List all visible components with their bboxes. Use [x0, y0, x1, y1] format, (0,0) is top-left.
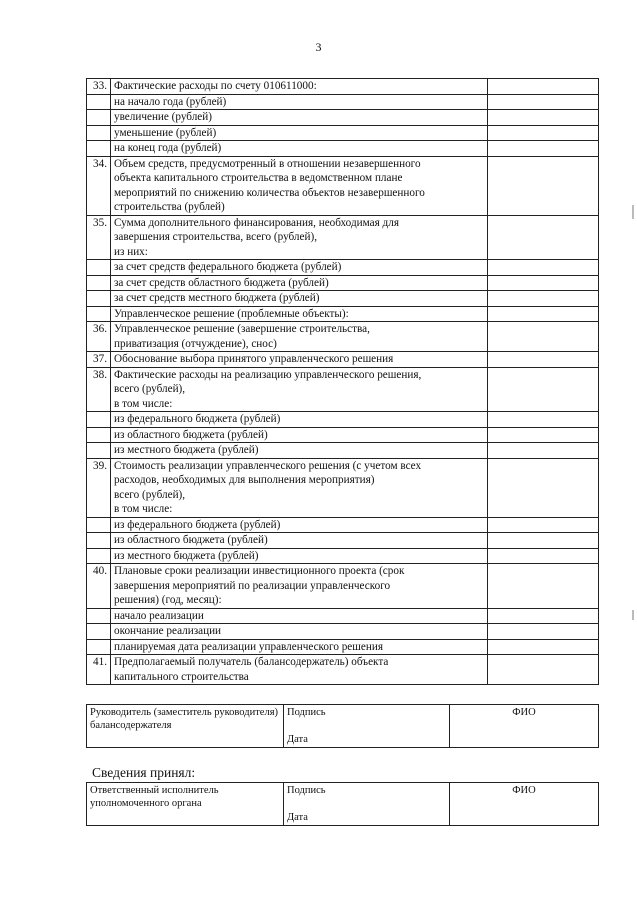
row-value [488, 548, 599, 564]
row-number [87, 443, 111, 459]
signature-row [87, 783, 599, 826]
row-label: Обоснование выбора принятого управленческого решения [111, 352, 488, 368]
row-value [488, 412, 599, 428]
row-number: 36. [87, 322, 111, 352]
table-row [87, 125, 599, 141]
row-label: Объем средств, предусмотренный в отношении незавершенного объекта капитального строительства в ведомственном плане мероприятий по снижению количества объектов незавершенного строительства (рублей) [111, 156, 488, 215]
row-number: 37. [87, 352, 111, 368]
row-label: начало реализации [111, 608, 488, 624]
row-number [87, 624, 111, 640]
row-value [488, 141, 599, 157]
row-label: из областного бюджета (рублей) [111, 427, 488, 443]
row-value [488, 624, 599, 640]
signature-cell [284, 705, 450, 748]
row-label: из федерального бюджета (рублей) [111, 412, 488, 428]
table-row [87, 517, 599, 533]
table-row [87, 306, 599, 322]
row-number [87, 94, 111, 110]
row-number [87, 517, 111, 533]
scan-edge-mark [632, 205, 634, 219]
signer-role: Ответственный исполнитель уполномоченного органа [87, 783, 284, 826]
row-value [488, 79, 599, 95]
row-value [488, 156, 599, 215]
row-number [87, 260, 111, 276]
signer-role: Руководитель (заместитель руководителя) балансодержателя [87, 705, 284, 748]
row-number: 34. [87, 156, 111, 215]
table-row [87, 260, 599, 276]
row-label: планируемая дата реализации управленческого решения [111, 639, 488, 655]
row-label: Стоимость реализации управленческого решения (с учетом всех расходов, необходимых для выполнения мероприятия) всего (рублей), в том числе: [111, 458, 488, 517]
row-number [87, 608, 111, 624]
row-number: 40. [87, 564, 111, 609]
fio-label: ФИО [450, 783, 599, 826]
table-row [87, 624, 599, 640]
row-label: Сумма дополнительного финансирования, необходимая для завершения строительства, всего (рублей), из них: [111, 215, 488, 260]
row-value [488, 639, 599, 655]
row-number [87, 110, 111, 126]
signature-label: Подпись [287, 785, 326, 796]
table-row [87, 110, 599, 126]
row-value [488, 458, 599, 517]
row-number: 35. [87, 215, 111, 260]
table-row [87, 548, 599, 564]
row-label: на конец года (рублей) [111, 141, 488, 157]
table-row [87, 141, 599, 157]
row-label: Управленческое решение (завершение строительства, приватизация (отчуждение), снос) [111, 322, 488, 352]
table-row [87, 458, 599, 517]
row-label: Предполагаемый получатель (балансодержатель) объекта капитального строительства [111, 655, 488, 685]
row-value [488, 564, 599, 609]
row-number: 38. [87, 367, 111, 412]
row-number [87, 412, 111, 428]
fio-label: ФИО [450, 705, 599, 748]
table-row [87, 427, 599, 443]
row-number [87, 141, 111, 157]
row-label: увеличение (рублей) [111, 110, 488, 126]
table-row [87, 291, 599, 307]
row-number [87, 639, 111, 655]
row-label: за счет средств федерального бюджета (рублей) [111, 260, 488, 276]
row-value [488, 608, 599, 624]
table-row [87, 564, 599, 609]
row-number [87, 291, 111, 307]
row-value [488, 443, 599, 459]
project-info-table [86, 78, 599, 685]
row-number [87, 275, 111, 291]
authority-signature-table [86, 782, 599, 826]
row-number: 39. [87, 458, 111, 517]
row-label: Фактические расходы по счету 010611000: [111, 79, 488, 95]
balance-holder-signature-table [86, 704, 599, 748]
signature-cell [284, 783, 450, 826]
row-value [488, 367, 599, 412]
row-value [488, 125, 599, 141]
row-label: из федерального бюджета (рублей) [111, 517, 488, 533]
table-row [87, 79, 599, 95]
table-row [87, 322, 599, 352]
row-label: Плановые сроки реализации инвестиционного проекта (срок завершения мероприятий по реализации управленческого решения) (год, месяц): [111, 564, 488, 609]
table-row [87, 639, 599, 655]
row-label: из местного бюджета (рублей) [111, 443, 488, 459]
received-title: Сведения принял: [92, 765, 196, 780]
row-value [488, 110, 599, 126]
table-row [87, 367, 599, 412]
row-number [87, 533, 111, 549]
project-info-table-body [87, 79, 599, 685]
row-label: уменьшение (рублей) [111, 125, 488, 141]
date-label: Дата [287, 734, 308, 745]
row-value [488, 94, 599, 110]
row-label: из местного бюджета (рублей) [111, 548, 488, 564]
table-row [87, 533, 599, 549]
row-number: 41. [87, 655, 111, 685]
table-row [87, 608, 599, 624]
row-value [488, 322, 599, 352]
table-row [87, 412, 599, 428]
table-row [87, 215, 599, 260]
row-value [488, 291, 599, 307]
row-number [87, 548, 111, 564]
row-label: из областного бюджета (рублей) [111, 533, 488, 549]
table-row [87, 655, 599, 685]
row-number [87, 306, 111, 322]
row-value [488, 533, 599, 549]
row-value [488, 260, 599, 276]
row-value [488, 655, 599, 685]
row-number [87, 125, 111, 141]
row-value [488, 427, 599, 443]
row-value [488, 275, 599, 291]
row-label: за счет средств местного бюджета (рублей) [111, 291, 488, 307]
table-row [87, 443, 599, 459]
table-row [87, 352, 599, 368]
row-value [488, 215, 599, 260]
table-row [87, 94, 599, 110]
signature-row [87, 705, 599, 748]
row-number: 33. [87, 79, 111, 95]
row-label: за счет средств областного бюджета (рублей) [111, 275, 488, 291]
row-value [488, 352, 599, 368]
scan-edge-mark [632, 610, 634, 620]
signature-label: Подпись [287, 707, 326, 718]
date-label: Дата [287, 812, 308, 823]
row-label: окончание реализации [111, 624, 488, 640]
table-row [87, 275, 599, 291]
row-label: Фактические расходы на реализацию управленческого решения, всего (рублей), в том числе: [111, 367, 488, 412]
row-label: на начало года (рублей) [111, 94, 488, 110]
row-number [87, 427, 111, 443]
row-value [488, 306, 599, 322]
row-value [488, 517, 599, 533]
row-label: Управленческое решение (проблемные объекты): [111, 306, 488, 322]
page-number: 3 [315, 40, 322, 54]
table-row [87, 156, 599, 215]
